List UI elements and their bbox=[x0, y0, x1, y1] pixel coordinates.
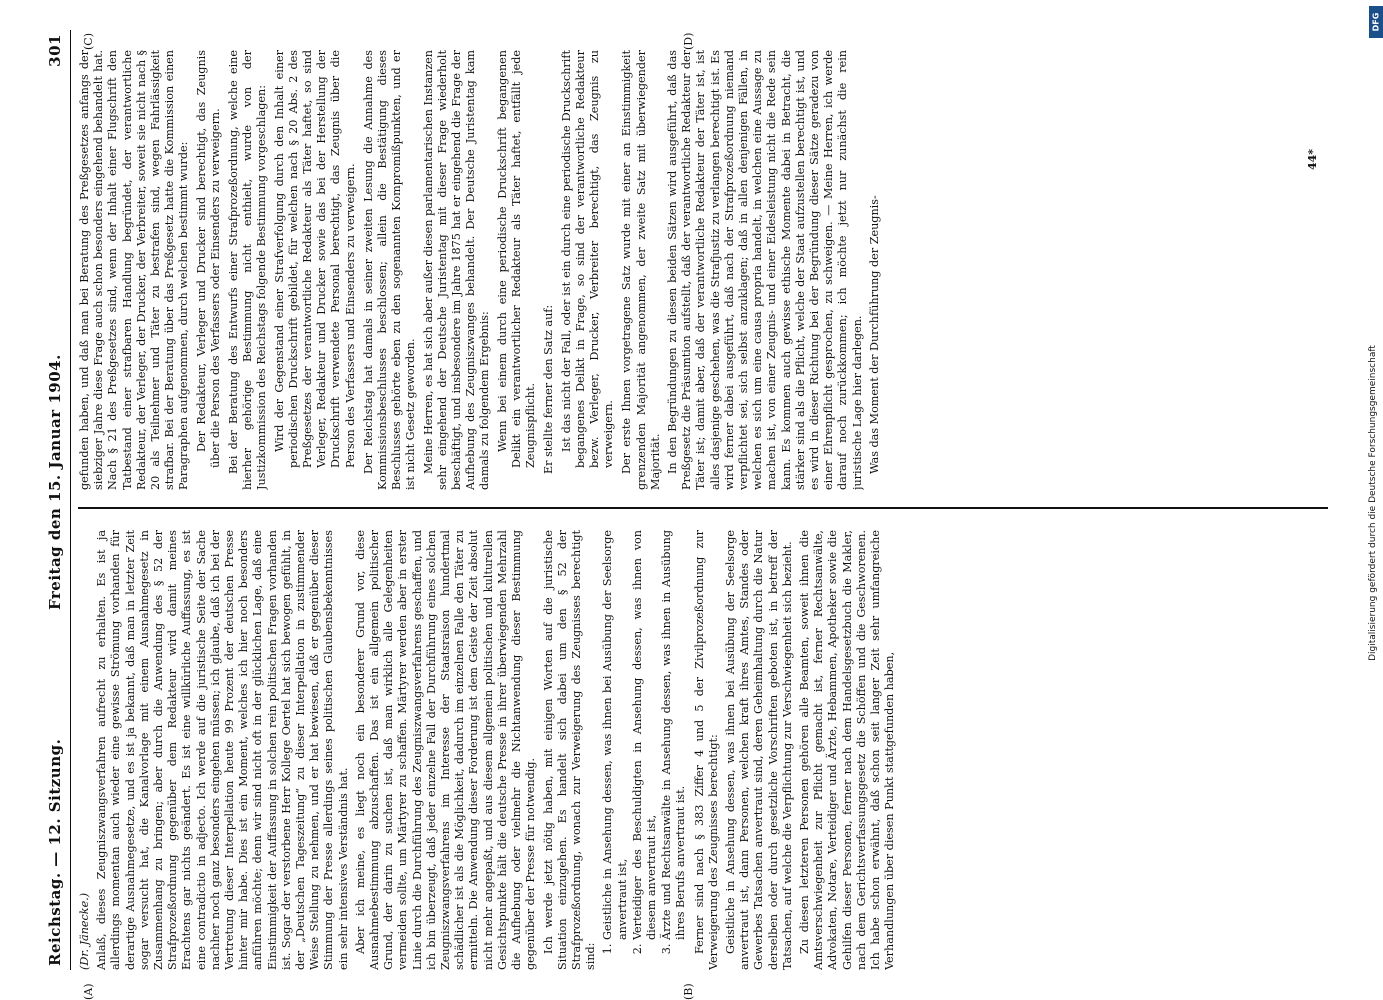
running-head bbox=[42, 30, 71, 970]
paragraph: Bei der Beratung des Entwurfs einer Strafprozeßordnung, welche eine hierher gehörige Bestimmung nicht enthielt, wurde von der Justizkommission des Reichstags folgende Bestimmung vorgeschlagen: bbox=[226, 50, 268, 490]
speaker-label: (Dr. Jänecke.) bbox=[77, 892, 91, 970]
paragraph: Anlaß, dieses Zeugniszwangsverfahren aufrecht zu erhalten. Es ist ja allerdings momentan auch wieder eine gewisse Strömung vorhanden für derartige Ausnahmegesetze, und es ist ja bekannt, daß man in letzter Zeit sogar versucht hat, die Kanalvorlage mit einem Ausnahmegesetz in Zusammenhang zu bringen; aber durch die Anwendung des § 52 der Strafprozeßordnung gegenüber dem Redakteur wird damit meines Erachtens gar nichts geändert. Es ist eine willkürliche Auffassung, es ist eine contradictio in adjecto. Ich werde auf die juristische Seite der Sache nachher noch ganz besonders eingehen müssen; ich glaube, daß ich bei der Vertretung dieser Interpellation heute 99 Prozent der deutschen Presse hinter mir habe. Dies ist ein Moment, welches ich hier noch besonders anführen möchte; denn wir sind nicht oft in der glücklichen Lage, daß eine Einstimmigkeit der Auffassung in solchen rein politischen Fragen vorhanden ist. Sogar der verstorbene Herr Kollege Oertel hat sich bewogen gefühlt, in der „Deutschen Tageszeitung“ zu dieser Interpellation in zustimmender Weise Stellung zu nehmen, und er hat bewiesen, daß er gegenüber dieser Stimmung der Presse allerdings seines politischen Glaubensbekenntnisses ein sehr intensives Verständnis hat. bbox=[94, 530, 350, 970]
paragraph: gefunden haben, und daß man bei Beratung des Preßgesetzes anfangs der siebziger Jahre diese Frage auch schon besonders eingehend behandelt hat. Nach § 21 des Preßgesetzes sind, wenn der Inhalt einer Flugschrift den Tatbestand einer strafbaren Handlung begründet, der verantwortliche Redakteur, der Verleger, der Drucker, der Verbreiter, soweit sie nicht nach § 20 als Teilnehmer und Täter zu bestrafen sind, wegen Fahrlässigkeit strafbar. Bei der Beratung über das Preßgesetz hatte die Kommission einen Paragraphen aufgenommen, durch welchen bestimmt wurde: bbox=[77, 50, 190, 490]
left-column bbox=[78, 530, 1328, 970]
paragraph: Der Reichstag hat damals in seiner zweiten Lesung die Annahme des Kommissionsbeschlusses beschlossen; allein die Bestätigung dieses Beschlusses gehörte eben zu den sogenannten Kompromißpunkten, und er ist nicht Gesetz geworden. bbox=[361, 50, 417, 490]
quotation: Der Redakteur, Verleger und Drucker sind berechtigt, das Zeugnis über die Person des Verfassers oder Einsenders zu verweigern. bbox=[194, 50, 222, 468]
paragraph: Was das Moment der Durchführung der Zeugnis- bbox=[867, 195, 881, 474]
paragraph: Aber ich meine, es liegt noch ein besonderer Grund vor, diese Ausnahmebestimmung abzuschaffen. Das ist ein allgemein politischer Grund, der darin zu suchen ist, daß man wirklich alle Gelegenheiten vermeiden sollte, um Märtyrer zu schaffen. Märtyrer werden aber in erster Linie durch die Durchführung des Zeugniszwangsverfahrens geschaffen, und ich bin überzeugt, daß jeder einzelne Fall der Durchführung eines solchen Zeugniszwangsverfahrens im Interesse der Staatsraison hundertmal schädlicher ist als die Möglichkeit, dadurch im einzelnen Falle den Täter zu ermitteln. Die Anwendung dieser Forderung ist dem Geiste der Zeit absolut nicht mehr angepaßt, und aus diesem allgemein politischen und kulturellen Gesichtspunkte hält die deutsche Presse in ihrer überwiegenden Mehrzahl die Aufhebung oder vielmehr die Nichtanwendung dieser Bestimmung gegenüber der Presse für notwendig. bbox=[353, 530, 537, 970]
quotation: Wenn bei einem durch eine periodische Druckschrift begangenen Delikt ein verantwortlicher Redakteur als Täter haftet, entfällt jede Zeugnispflicht. bbox=[495, 50, 537, 468]
paragraph: Geistliche in Ansehung dessen, was ihnen bei Ausübung der Seelsorge anvertraut ist, dann Personen, welchen kraft ihres Amtes, Standes oder Gewerbes Tatsachen anvertraut sind, deren Geheimhaltung durch die Natur derselben oder durch gesetzliche Vorschriften geboten ist, in betreff der Tatsachen, auf welche die Verpflichtung zur Verschwiegenheit sich bezieht. bbox=[723, 530, 794, 970]
list-item: 2. Verteidiger des Beschuldigten in Ansehung dessen, was ihnen von diesem anvertraut ist, bbox=[630, 530, 658, 940]
page-number: 301 bbox=[45, 34, 64, 67]
quotation: Ist das nicht der Fall, oder ist ein durch eine periodische Druckschrift begangenes Delikt in Frage, so sind der verantwortliche Redakteur bezw. Verleger, Drucker, Verbreiter berechtigt, das Zeugnis zu verweigern. bbox=[559, 50, 615, 468]
document-page bbox=[42, 30, 1342, 1000]
paragraph: Zu diesen letzteren Personen gehören alle Beamten, soweit ihnen die Amtsverschwiegenheit zur Pflicht gemacht ist, ferner Rechtsanwälte, Advokaten, Notare, Verteidiger und Ärzte, Hebammen, Apotheker sowie die Gehilfen dieser Personen, ferner nach dem Handelsgesetzbuch die Makler, nach dem Gerichtsverfassungsgesetz die Schöffen und die Geschworenen. Ich habe schon erwähnt, daß schon seit langer Zeit sehr umfangreiche Verhandlungen über diesen Punkt stattgefunden haben, bbox=[797, 530, 896, 970]
dfg-logo-text: DFG bbox=[1371, 12, 1381, 32]
paragraph: Ferner sind nach § 383 Ziffer 4 und 5 der Zivilprozeßordnung zur Verweigerung des Zeugnisses berechtigt: bbox=[692, 530, 720, 970]
running-head-date: Freitag den 15. Januar 1904. bbox=[45, 354, 64, 610]
numbered-list bbox=[601, 530, 688, 940]
paragraph: Ich werde jetzt nötig haben, mit einigen Worten auf die juristische Situation einzugehen. Es handelt sich dabei um den § 52 der Strafprozeßordnung, wonach zur Verweigerung des Zeugnisses berechtigt sind: bbox=[541, 530, 597, 970]
right-column bbox=[78, 50, 1328, 490]
dfg-logo bbox=[1369, 6, 1383, 38]
column-divider bbox=[78, 508, 1328, 510]
paragraph: Er stellte ferner den Satz auf: bbox=[541, 304, 555, 474]
margin-marker-a: (A) bbox=[81, 983, 95, 1000]
signature-mark: 44* bbox=[1305, 148, 1319, 170]
digitization-credit bbox=[1365, 10, 1381, 995]
digitization-credit-text: Digitalisierung gefördert durch die Deutsche Forschungsgemeinschaft bbox=[1368, 344, 1378, 661]
margin-marker-c: (C) bbox=[81, 33, 95, 50]
list-item: 3. Ärzte und Rechtsanwälte in Ansehung dessen, was ihnen in Ausübung ihres Berufs anvertraut ist. bbox=[660, 530, 688, 940]
running-head-left: Reichstag. — 12. Sitzung. bbox=[45, 738, 64, 966]
margin-marker-d: (D) bbox=[681, 32, 695, 50]
paragraph: In den Begründungen zu diesen beiden Sätzen wird ausgeführt, daß das Preßgesetz die Präsumtion aufstellt, daß der verantwortliche Redakteur der Täter ist; damit aber, daß der verantwortliche Redakteur der Täter ist, ist alles dasjenige geschehen, was die Strafjustiz zu verlangen berechtigt ist. Es wird ferner dabei ausgeführt, daß nach der Strafprozeßordnung niemand verpflichtet sei, sich selbst anzuklagen; daß in allen denjenigen Fällen, in welchen es sich um eine causa propria handelt, in welchen eine Aussage zu machen ist, von einer Zeugnis- und einer Eidesleistung nicht die Rede sein kann. Es kommen auch gewisse ethische Momente dabei in Betracht, die stärker sind als die Pflicht, welche der Staat aufzustellen berechtigt ist, und es wird in dieser Richtung bei der Begründung dieser Sätze geradezu von einer Ehrenpflicht gesprochen, zu schweigen. — Meine Herren, ich werde darauf noch zurückkommen; ich möchte jetzt nur zunächst die rein juristische Lage hier darlegen. bbox=[665, 50, 864, 490]
paragraph: Meine Herren, es hat sich aber außer diesen parlamentarischen Instanzen sehr eingehend der Deutsche Juristentag mit dieser Frage wiederholt beschäftigt, und insbesondere im Jahre 1875 hat er eingehend die Frage der Aufhebung des Zeugniszwanges behandelt. Der Deutsche Juristentag kam damals zu folgendem Ergebnis: bbox=[421, 50, 491, 490]
margin-marker-b: (B) bbox=[681, 983, 695, 1000]
quotation: Wird der Gegenstand einer Strafverfolgung durch den Inhalt einer periodischen Druckschrift gebildet, für welchen nach § 20 Abs. 2 des Preßgesetzes der verantwortliche Redakteur als Täter haftet, so sind Verleger, Redakteur und Drucker sowie das bei der Herstellung der Druckschrift verwendete Personal berechtigt, das Zeugnis über die Person des Verfassers und Einsenders zu verweigern. bbox=[272, 50, 357, 468]
paragraph: Der erste Ihnen vorgetragene Satz wurde mit einer an Einstimmigkeit grenzenden Majorität angenommen, der zweite Satz mit überwiegender Majorität. bbox=[619, 50, 662, 490]
list-item: 1. Geistliche in Ansehung dessen, was ihnen bei Ausübung der Seelsorge anvertraut ist, bbox=[601, 530, 629, 940]
